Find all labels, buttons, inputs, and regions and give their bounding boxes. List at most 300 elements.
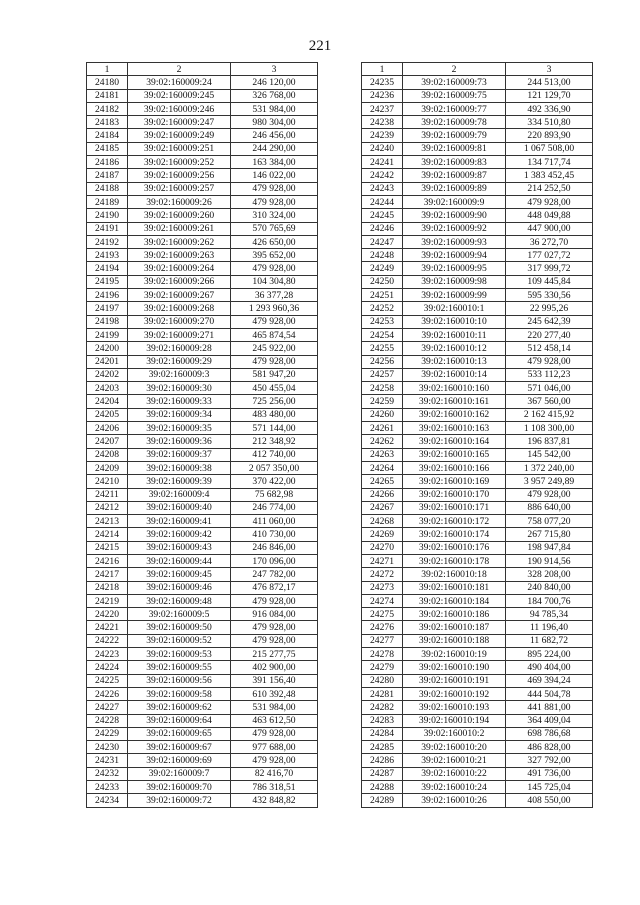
cadastral-number-cell: 39:02:160010:187 [403, 621, 506, 634]
table-row [87, 222, 318, 235]
value-cell: 198 947,84 [506, 541, 593, 554]
row-number-cell: 24219 [87, 594, 128, 607]
table-row [362, 182, 593, 195]
row-number-cell: 24279 [362, 661, 403, 674]
table-row [362, 382, 593, 395]
row-number-cell: 24197 [87, 302, 128, 315]
row-number-cell: 24191 [87, 222, 128, 235]
row-number-cell: 24222 [87, 634, 128, 647]
value-cell: 469 394,24 [506, 674, 593, 687]
cadastral-number-cell: 39:02:160009:98 [403, 275, 506, 288]
table-row [87, 594, 318, 607]
cadastral-number-cell: 39:02:160010:18 [403, 568, 506, 581]
cadastral-number-cell: 39:02:160009:70 [128, 781, 231, 794]
table-row [87, 76, 318, 89]
table-row [362, 661, 593, 674]
row-number-cell: 24272 [362, 568, 403, 581]
column-header-1: 1 [362, 63, 403, 76]
cadastral-number-cell: 39:02:160009:30 [128, 382, 231, 395]
row-number-cell: 24278 [362, 648, 403, 661]
value-cell: 571 046,00 [506, 382, 593, 395]
row-number-cell: 24237 [362, 102, 403, 115]
table-row [362, 515, 593, 528]
table-row [87, 342, 318, 355]
row-number-cell: 24193 [87, 249, 128, 262]
cadastral-number-cell: 39:02:160009:271 [128, 328, 231, 341]
row-number-cell: 24235 [362, 76, 403, 89]
row-number-cell: 24184 [87, 129, 128, 142]
cadastral-number-cell: 39:02:160010:162 [403, 408, 506, 421]
table-row [87, 422, 318, 435]
value-cell: 145 542,00 [506, 448, 593, 461]
table-row [362, 156, 593, 169]
table-row [87, 89, 318, 102]
cadastral-number-cell: 39:02:160009:270 [128, 315, 231, 328]
row-number-cell: 24247 [362, 235, 403, 248]
value-cell: 479 928,00 [231, 594, 318, 607]
table-row [87, 195, 318, 208]
value-cell: 190 914,56 [506, 554, 593, 567]
value-cell: 214 252,50 [506, 182, 593, 195]
cadastral-number-cell: 39:02:160009:65 [128, 727, 231, 740]
value-cell: 267 715,80 [506, 528, 593, 541]
row-number-cell: 24229 [87, 727, 128, 740]
value-cell: 483 480,00 [231, 408, 318, 421]
value-cell: 310 324,00 [231, 209, 318, 222]
table-row [87, 488, 318, 501]
cadastral-number-cell: 39:02:160009:50 [128, 621, 231, 634]
row-number-cell: 24256 [362, 355, 403, 368]
cadastral-number-cell: 39:02:160009:29 [128, 355, 231, 368]
cadastral-number-cell: 39:02:160009:257 [128, 182, 231, 195]
row-number-cell: 24268 [362, 515, 403, 528]
cadastral-number-cell: 39:02:160010:172 [403, 515, 506, 528]
row-number-cell: 24240 [362, 142, 403, 155]
cadastral-number-cell: 39:02:160009:48 [128, 594, 231, 607]
column-header-3: 3 [231, 63, 318, 76]
table-row [362, 687, 593, 700]
cadastral-number-cell: 39:02:160010:26 [403, 794, 506, 807]
cadastral-number-cell: 39:02:160010:181 [403, 581, 506, 594]
value-cell: 22 995,26 [506, 302, 593, 315]
table-row [362, 195, 593, 208]
row-number-cell: 24210 [87, 475, 128, 488]
table-row [362, 781, 593, 794]
cadastral-number-cell: 39:02:160009:72 [128, 794, 231, 807]
table-row [362, 302, 593, 315]
cadastral-number-cell: 39:02:160009:87 [403, 169, 506, 182]
value-cell: 391 156,40 [231, 674, 318, 687]
cadastral-number-cell: 39:02:160009:94 [403, 249, 506, 262]
table-row [362, 102, 593, 115]
table-row [362, 169, 593, 182]
value-cell: 370 422,00 [231, 475, 318, 488]
row-number-cell: 24216 [87, 554, 128, 567]
value-cell: 2 057 350,00 [231, 461, 318, 474]
row-number-cell: 24186 [87, 156, 128, 169]
value-cell: 479 928,00 [231, 621, 318, 634]
cadastral-number-cell: 39:02:160009:69 [128, 754, 231, 767]
value-cell: 244 513,00 [506, 76, 593, 89]
row-number-cell: 24199 [87, 328, 128, 341]
cadastral-number-cell: 39:02:160010:166 [403, 461, 506, 474]
row-number-cell: 24286 [362, 754, 403, 767]
cadastral-number-cell: 39:02:160009:67 [128, 741, 231, 754]
table-row [362, 701, 593, 714]
table-row [87, 608, 318, 621]
cadastral-number-cell: 39:02:160009:252 [128, 156, 231, 169]
cadastral-number-cell: 39:02:160009:267 [128, 289, 231, 302]
value-cell: 479 928,00 [506, 488, 593, 501]
cadastral-number-cell: 39:02:160009:36 [128, 435, 231, 448]
cadastral-number-cell: 39:02:160010:186 [403, 608, 506, 621]
value-cell: 479 928,00 [231, 315, 318, 328]
table-row [362, 714, 593, 727]
cadastral-number-cell: 39:02:160010:188 [403, 634, 506, 647]
value-cell: 1 372 240,00 [506, 461, 593, 474]
table-row [87, 781, 318, 794]
cadastral-number-cell: 39:02:160009:28 [128, 342, 231, 355]
table-row [362, 767, 593, 780]
table-row [362, 608, 593, 621]
cadastral-number-cell: 39:02:160009:256 [128, 169, 231, 182]
cadastral-number-cell: 39:02:160009:26 [128, 195, 231, 208]
table-row [87, 368, 318, 381]
row-number-cell: 24188 [87, 182, 128, 195]
table-row [362, 395, 593, 408]
row-number-cell: 24261 [362, 422, 403, 435]
value-cell: 533 112,23 [506, 368, 593, 381]
cadastral-number-cell: 39:02:160009:260 [128, 209, 231, 222]
table-row [87, 182, 318, 195]
cadastral-number-cell: 39:02:160010:174 [403, 528, 506, 541]
cadastral-number-cell: 39:02:160009:263 [128, 249, 231, 262]
cadastral-number-cell: 39:02:160010:184 [403, 594, 506, 607]
cadastral-number-cell: 39:02:160009:35 [128, 422, 231, 435]
row-number-cell: 24217 [87, 568, 128, 581]
table-row [87, 501, 318, 514]
row-number-cell: 24248 [362, 249, 403, 262]
cadastral-number-cell: 39:02:160009:55 [128, 661, 231, 674]
row-number-cell: 24252 [362, 302, 403, 315]
cadastral-number-cell: 39:02:160009:45 [128, 568, 231, 581]
value-cell: 1 293 960,36 [231, 302, 318, 315]
row-number-cell: 24280 [362, 674, 403, 687]
value-cell: 610 392,48 [231, 687, 318, 700]
table-row [87, 435, 318, 448]
cadastral-number-cell: 39:02:160009:246 [128, 102, 231, 115]
table-row [87, 328, 318, 341]
value-cell: 334 510,80 [506, 116, 593, 129]
row-number-cell: 24269 [362, 528, 403, 541]
row-number-cell: 24255 [362, 342, 403, 355]
row-number-cell: 24288 [362, 781, 403, 794]
row-number-cell: 24277 [362, 634, 403, 647]
value-cell: 109 445,84 [506, 275, 593, 288]
value-cell: 490 404,00 [506, 661, 593, 674]
row-number-cell: 24187 [87, 169, 128, 182]
value-cell: 240 840,00 [506, 581, 593, 594]
cadastral-number-cell: 39:02:160010:191 [403, 674, 506, 687]
row-number-cell: 24284 [362, 727, 403, 740]
cadastral-number-cell: 39:02:160009:73 [403, 76, 506, 89]
value-cell: 3 957 249,89 [506, 475, 593, 488]
table-row [87, 116, 318, 129]
row-number-cell: 24233 [87, 781, 128, 794]
row-number-cell: 24242 [362, 169, 403, 182]
value-cell: 94 785,34 [506, 608, 593, 621]
table-row [362, 209, 593, 222]
value-cell: 479 928,00 [506, 195, 593, 208]
value-cell: 246 120,00 [231, 76, 318, 89]
table-row [87, 169, 318, 182]
table-row [87, 448, 318, 461]
table-row [87, 395, 318, 408]
cadastral-number-cell: 39:02:160009:38 [128, 461, 231, 474]
value-cell: 246 774,00 [231, 501, 318, 514]
table-row [87, 727, 318, 740]
row-number-cell: 24189 [87, 195, 128, 208]
cadastral-number-cell: 39:02:160009:40 [128, 501, 231, 514]
value-cell: 395 652,00 [231, 249, 318, 262]
table-row [87, 209, 318, 222]
table-row [87, 754, 318, 767]
value-cell: 725 256,00 [231, 395, 318, 408]
value-cell: 412 740,00 [231, 448, 318, 461]
table-row [362, 461, 593, 474]
value-cell: 1 108 300,00 [506, 422, 593, 435]
table-row [87, 235, 318, 248]
row-number-cell: 24194 [87, 262, 128, 275]
table-row [87, 408, 318, 421]
value-cell: 177 027,72 [506, 249, 593, 262]
value-cell: 245 922,00 [231, 342, 318, 355]
row-number-cell: 24249 [362, 262, 403, 275]
row-number-cell: 24190 [87, 209, 128, 222]
row-number-cell: 24223 [87, 648, 128, 661]
cadastral-number-cell: 39:02:160009:24 [128, 76, 231, 89]
row-number-cell: 24282 [362, 701, 403, 714]
cadastral-number-cell: 39:02:160009:77 [403, 102, 506, 115]
value-cell: 246 846,00 [231, 541, 318, 554]
value-cell: 2 162 415,92 [506, 408, 593, 421]
table-row [362, 674, 593, 687]
cadastral-number-cell: 39:02:160010:22 [403, 767, 506, 780]
row-number-cell: 24225 [87, 674, 128, 687]
cadastral-number-cell: 39:02:160010:165 [403, 448, 506, 461]
value-cell: 212 348,92 [231, 435, 318, 448]
value-cell: 246 456,00 [231, 129, 318, 142]
row-number-cell: 24213 [87, 515, 128, 528]
row-number-cell: 24196 [87, 289, 128, 302]
cadastral-number-cell: 39:02:160009:53 [128, 648, 231, 661]
value-cell: 980 304,00 [231, 116, 318, 129]
value-cell: 408 550,00 [506, 794, 593, 807]
value-cell: 465 874,54 [231, 328, 318, 341]
value-cell: 196 837,81 [506, 435, 593, 448]
table-row [362, 648, 593, 661]
row-number-cell: 24270 [362, 541, 403, 554]
value-cell: 1 383 452,45 [506, 169, 593, 182]
value-cell: 479 928,00 [506, 355, 593, 368]
table-row [362, 594, 593, 607]
table-row [362, 754, 593, 767]
cadastral-number-cell: 39:02:160009:83 [403, 156, 506, 169]
table-row [362, 249, 593, 262]
value-cell: 121 129,70 [506, 89, 593, 102]
cadastral-number-cell: 39:02:160009:249 [128, 129, 231, 142]
column-header-3: 3 [506, 63, 593, 76]
page-number: 221 [308, 38, 332, 54]
table-row [362, 408, 593, 421]
row-number-cell: 24244 [362, 195, 403, 208]
cadastral-number-cell: 39:02:160010:161 [403, 395, 506, 408]
row-number-cell: 24265 [362, 475, 403, 488]
cadastral-number-cell: 39:02:160009:39 [128, 475, 231, 488]
row-number-cell: 24207 [87, 435, 128, 448]
table-row [87, 568, 318, 581]
row-number-cell: 24227 [87, 701, 128, 714]
row-number-cell: 24267 [362, 501, 403, 514]
table-row [362, 222, 593, 235]
cadastral-number-cell: 39:02:160009:46 [128, 581, 231, 594]
value-cell: 886 640,00 [506, 501, 593, 514]
cadastral-number-cell: 39:02:160009:262 [128, 235, 231, 248]
cadastral-number-cell: 39:02:160009:251 [128, 142, 231, 155]
table-row [87, 621, 318, 634]
value-cell: 492 336,90 [506, 102, 593, 115]
value-cell: 36 377,28 [231, 289, 318, 302]
table-row [87, 541, 318, 554]
value-cell: 11 682,72 [506, 634, 593, 647]
cadastral-number-cell: 39:02:160010:192 [403, 687, 506, 700]
value-cell: 364 409,04 [506, 714, 593, 727]
table-row [362, 342, 593, 355]
cadastral-number-cell: 39:02:160009:247 [128, 116, 231, 129]
cadastral-number-cell: 39:02:160009:34 [128, 408, 231, 421]
table-row [362, 435, 593, 448]
left-table-body [87, 76, 318, 807]
value-cell: 977 688,00 [231, 741, 318, 754]
value-cell: 426 650,00 [231, 235, 318, 248]
cadastral-number-cell: 39:02:160009:95 [403, 262, 506, 275]
cadastral-number-cell: 39:02:160009:44 [128, 554, 231, 567]
cadastral-number-cell: 39:02:160009:81 [403, 142, 506, 155]
value-cell: 444 504,78 [506, 687, 593, 700]
table-row [362, 475, 593, 488]
row-number-cell: 24226 [87, 687, 128, 700]
value-cell: 463 612,50 [231, 714, 318, 727]
value-cell: 215 277,75 [231, 648, 318, 661]
cadastral-number-cell: 39:02:160009:92 [403, 222, 506, 235]
table-row [87, 262, 318, 275]
value-cell: 36 272,70 [506, 235, 593, 248]
row-number-cell: 24218 [87, 581, 128, 594]
column-header-2: 2 [403, 63, 506, 76]
table-row [362, 794, 593, 807]
cadastral-number-cell: 39:02:160009:42 [128, 528, 231, 541]
table-row [362, 355, 593, 368]
cadastral-number-cell: 39:02:160010:176 [403, 541, 506, 554]
value-cell: 220 893,90 [506, 129, 593, 142]
table-row [362, 488, 593, 501]
value-cell: 328 208,00 [506, 568, 593, 581]
value-cell: 327 792,00 [506, 754, 593, 767]
cadastral-number-cell: 39:02:160009:41 [128, 515, 231, 528]
table-row [87, 289, 318, 302]
cadastral-number-cell: 39:02:160009:64 [128, 714, 231, 727]
table-row [87, 528, 318, 541]
cadastral-number-cell: 39:02:160009:52 [128, 634, 231, 647]
cadastral-number-cell: 39:02:160009:261 [128, 222, 231, 235]
table-row [87, 475, 318, 488]
value-cell: 491 736,00 [506, 767, 593, 780]
table-row [362, 634, 593, 647]
table-row [362, 315, 593, 328]
row-number-cell: 24195 [87, 275, 128, 288]
table-row [362, 581, 593, 594]
row-number-cell: 24212 [87, 501, 128, 514]
header-row [87, 63, 318, 76]
row-number-cell: 24209 [87, 461, 128, 474]
value-cell: 410 730,00 [231, 528, 318, 541]
table-row [362, 727, 593, 740]
row-number-cell: 24206 [87, 422, 128, 435]
row-number-cell: 24257 [362, 368, 403, 381]
table-row [87, 461, 318, 474]
right-table [361, 62, 593, 808]
value-cell: 75 682,98 [231, 488, 318, 501]
value-cell: 247 782,00 [231, 568, 318, 581]
cadastral-number-cell: 39:02:160009:56 [128, 674, 231, 687]
row-number-cell: 24220 [87, 608, 128, 621]
row-number-cell: 24215 [87, 541, 128, 554]
row-number-cell: 24276 [362, 621, 403, 634]
table-row [362, 129, 593, 142]
value-cell: 476 872,17 [231, 581, 318, 594]
cadastral-number-cell: 39:02:160010:169 [403, 475, 506, 488]
table-row [87, 129, 318, 142]
row-number-cell: 24201 [87, 355, 128, 368]
value-cell: 570 765,69 [231, 222, 318, 235]
cadastral-number-cell: 39:02:160010:21 [403, 754, 506, 767]
value-cell: 1 067 508,00 [506, 142, 593, 155]
table-row [362, 448, 593, 461]
cadastral-number-cell: 39:02:160009:75 [403, 89, 506, 102]
value-cell: 512 458,14 [506, 342, 593, 355]
value-cell: 244 290,00 [231, 142, 318, 155]
table-row [362, 554, 593, 567]
value-cell: 595 330,56 [506, 289, 593, 302]
table-row [87, 102, 318, 115]
value-cell: 432 848,82 [231, 794, 318, 807]
value-cell: 317 999,72 [506, 262, 593, 275]
row-number-cell: 24241 [362, 156, 403, 169]
value-cell: 581 947,20 [231, 368, 318, 381]
table-row [362, 368, 593, 381]
row-number-cell: 24230 [87, 741, 128, 754]
row-number-cell: 24262 [362, 435, 403, 448]
table-row [362, 76, 593, 89]
table-row [87, 581, 318, 594]
row-number-cell: 24281 [362, 687, 403, 700]
row-number-cell: 24264 [362, 461, 403, 474]
value-cell: 104 304,80 [231, 275, 318, 288]
left-table [86, 62, 318, 808]
table-row [362, 262, 593, 275]
table-row [362, 541, 593, 554]
table-row [362, 568, 593, 581]
